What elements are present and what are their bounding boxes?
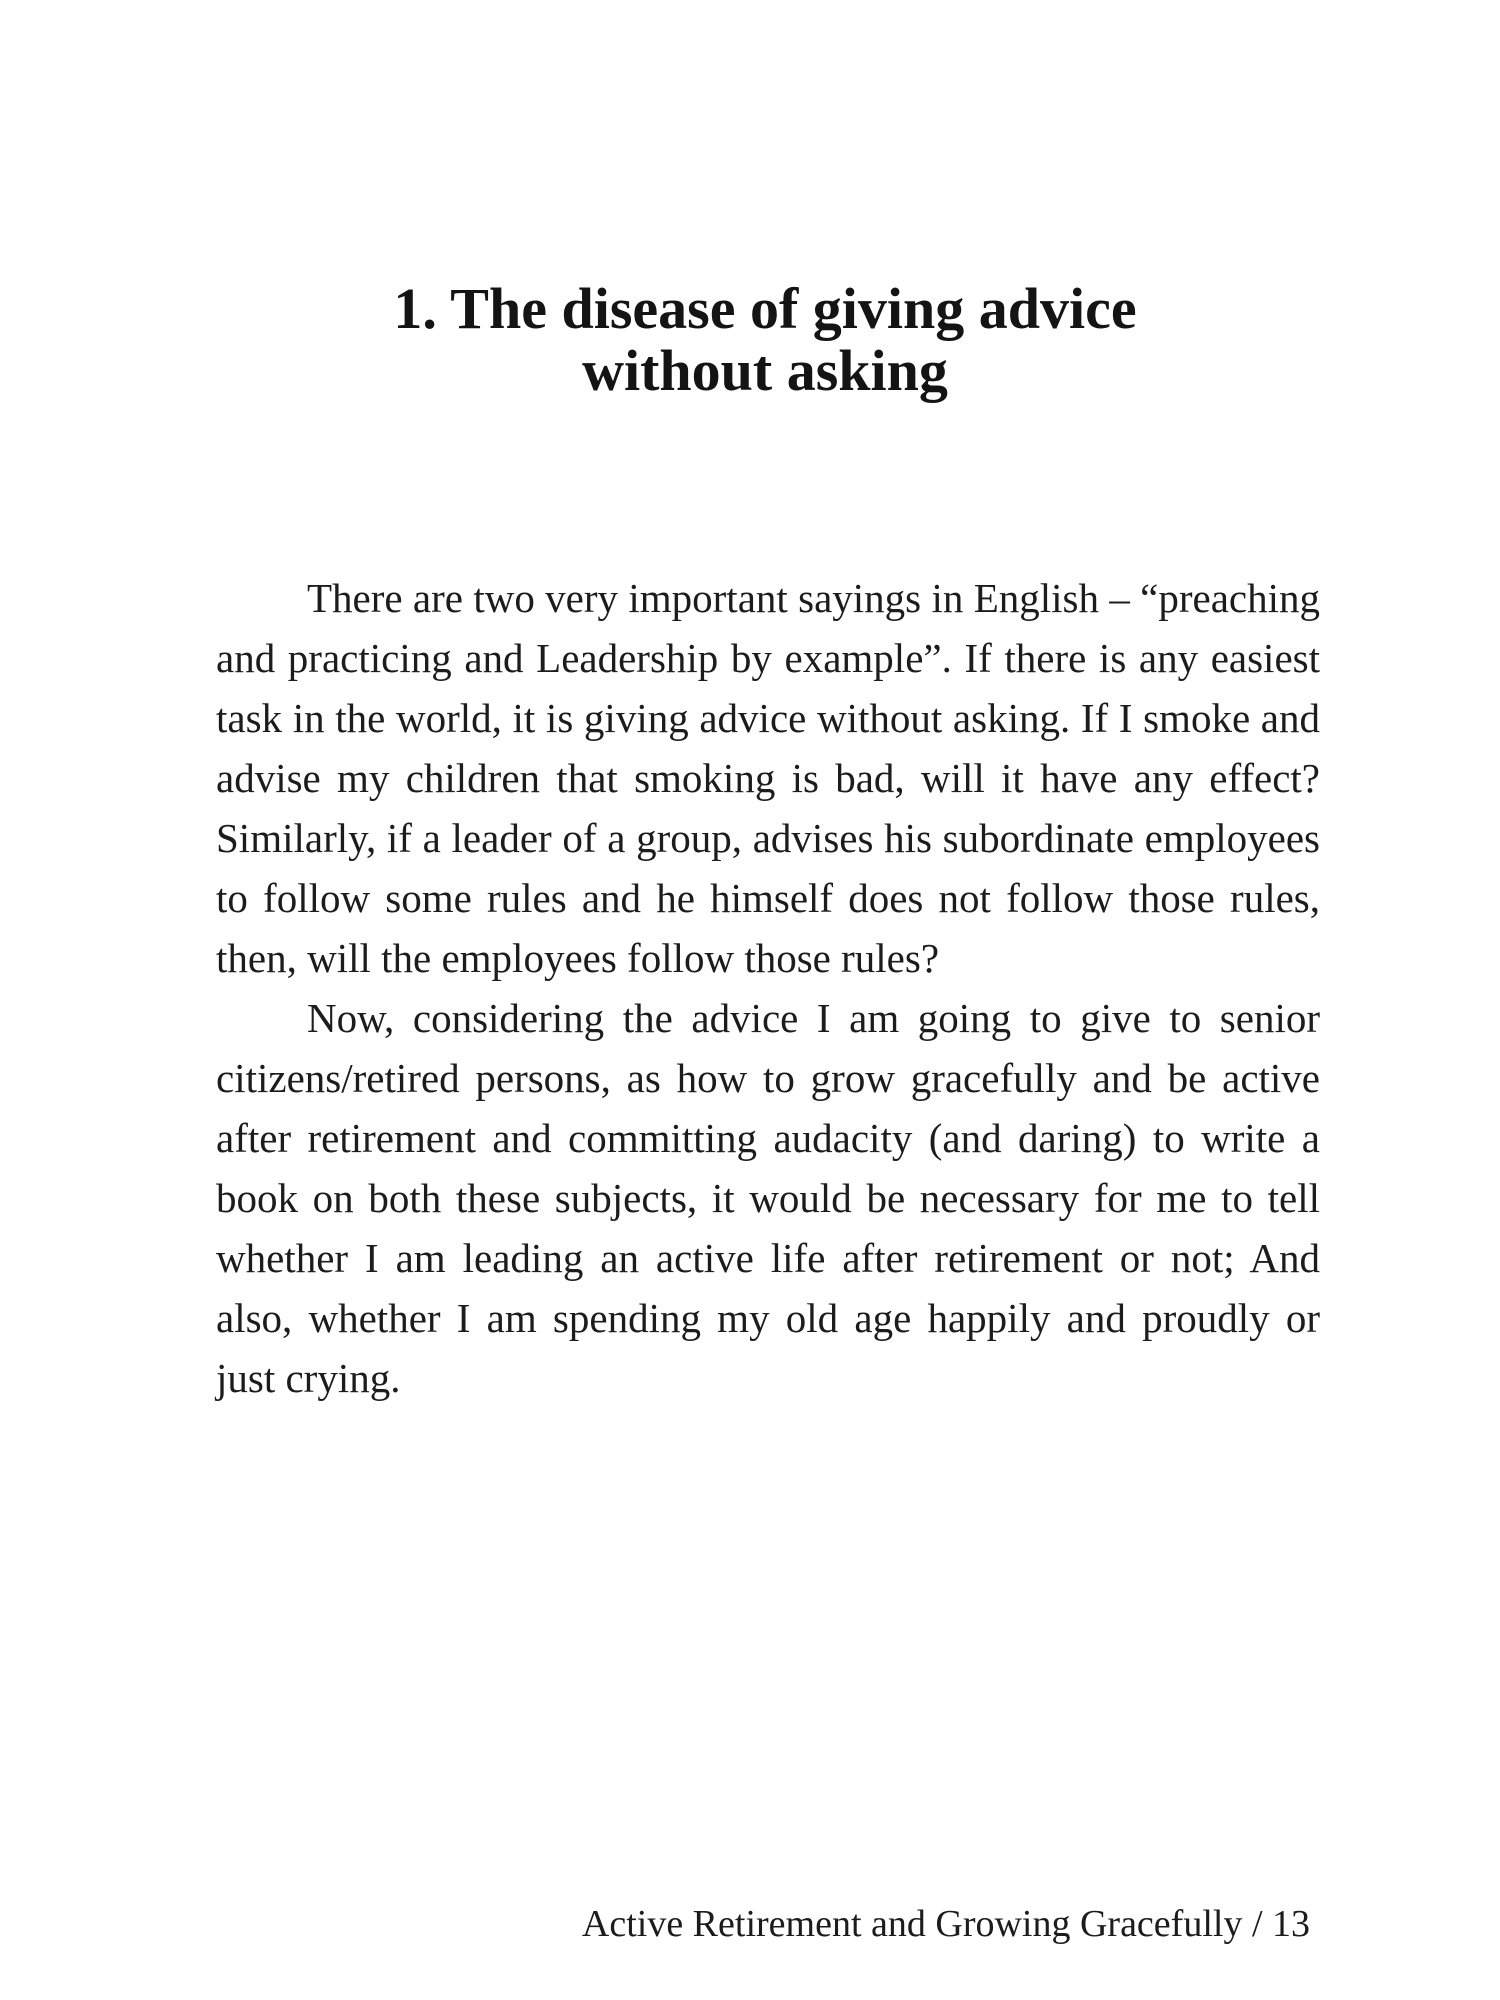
chapter-title-line-2: without asking [582,338,948,403]
body-text [216,568,1320,1408]
chapter-title [0,278,1500,402]
chapter-title-line-1: 1. The disease of giving advice [393,276,1137,341]
page-footer: Active Retirement and Growing Gracefully / 13 [581,1903,1310,1945]
paragraph-2: Now, considering the advice I am going to give to senior citizens/retired persons, as how to grow gracefully and be active after retirement and committing audacity (and daring) to write a book on both these subjects, it would be necessary for me to tell whether I am leading an active life after retirement or not; And also, whether I am spending my old age happily and proudly or just crying. [216,995,1320,1401]
paragraph-1: There are two very important sayings in English – “preaching and practicing and Leadership by example”. If there is any easiest task in the world, it is giving advice without asking. If I smoke and advise my children that smoking is bad, will it have any effect? Similarly, if a leader of a group, advises his subordinate employees to follow some rules and he himself does not follow those rules, then, will the employees follow those rules? [216,575,1320,981]
